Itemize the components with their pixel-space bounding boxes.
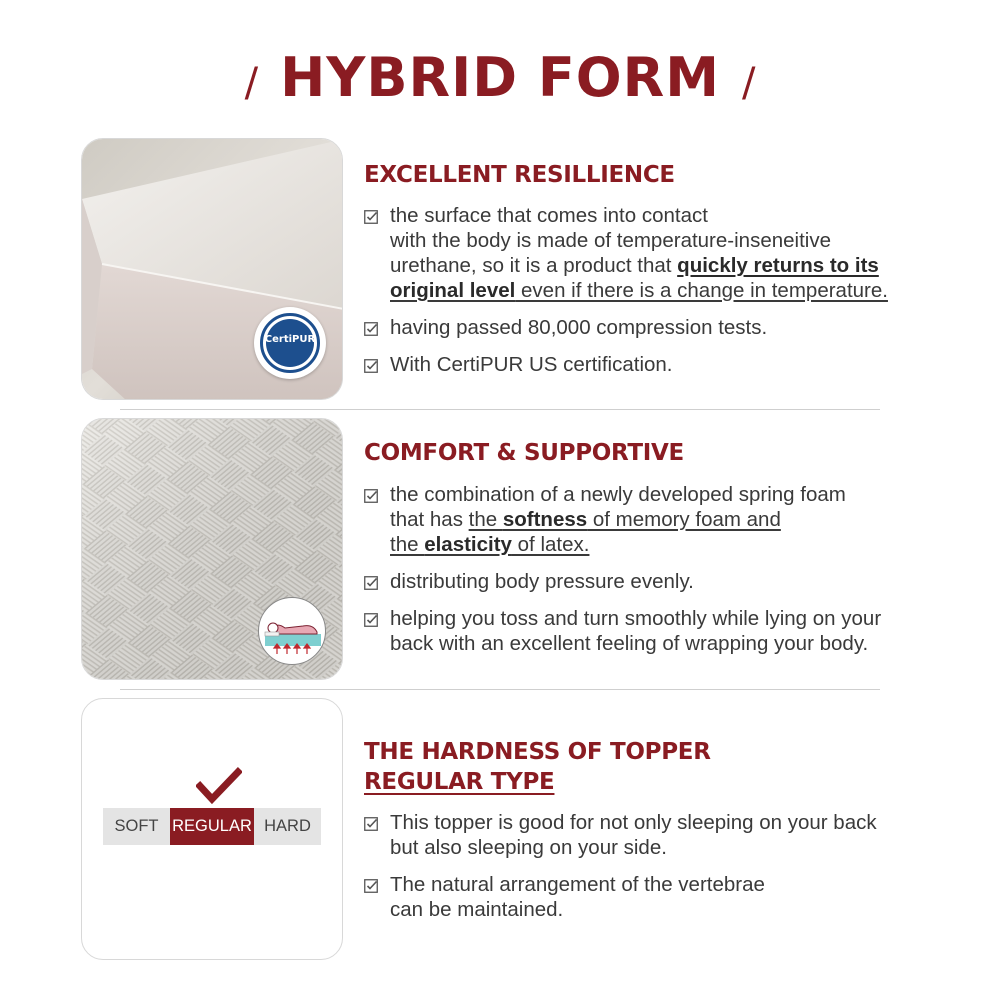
checkbox-icon [364,817,378,831]
bullet-line: the combination of a newly developed spring foam [390,483,846,506]
bullet-item [364,606,984,656]
bullet-line: With CertiPUR US certification. [390,353,673,376]
bullet-item [364,872,984,922]
checkbox-icon [364,613,378,627]
page-title: HYBRID FORM [280,46,720,109]
page-header [0,38,1000,118]
bullet-item [364,315,984,340]
checkbox-icon [364,210,378,224]
emphasis-text: elasticity [424,533,512,556]
section-title-hardness: THE HARDNESS OF TOPPER [364,739,711,765]
bullet-line: can be maintained. [390,898,564,921]
bullet-line: the elasticity of latex. [390,533,590,556]
checkbox-icon [364,489,378,503]
certipur-badge-label: CertiPUR [264,334,316,345]
hardness-scale [103,808,321,845]
bullet-item [364,810,984,860]
scale-regular-selected: REGULAR [170,808,254,845]
checkbox-icon [364,879,378,893]
scale-hard: HARD [254,808,321,845]
bullet-line: with the body is made of temperature-inseneitive [390,229,831,252]
section-divider [120,689,880,690]
checkbox-icon [364,576,378,590]
bullet-line: The natural arrangement of the vertebrae [390,873,765,896]
section-title-comfort: COMFORT & SUPPORTIVE [364,440,684,466]
section-title-resilience: EXCELLENT RESILLIENCE [364,162,675,188]
quilted-foam-photo [81,418,343,680]
bullet-item [364,569,984,594]
checkbox-icon [364,322,378,336]
bullet-item [364,203,984,303]
bullet-line: distributing body pressure evenly. [390,570,694,593]
section-divider [120,409,880,410]
scale-soft: SOFT [103,808,170,845]
section-subtitle-regular-type: REGULAR TYPE [364,769,555,795]
bullet-line: original level even if there is a change in temperature. [390,279,888,302]
bullet-item [364,352,984,377]
checkmark-icon [196,766,242,806]
bullet-line: urethane, so it is a product that quickly returns to its [390,254,879,277]
bullet-line: having passed 80,000 compression tests. [390,316,768,339]
bullet-line: This topper is good for not only sleeping on your back [390,811,877,834]
bullet-line: the surface that comes into contact [390,204,708,227]
bullet-line: helping you toss and turn smoothly while lying on your [390,607,882,630]
body-pressure-icon [258,597,326,665]
foam-corner-photo [81,138,343,400]
bullet-item [364,482,984,557]
bullet-line: back with an excellent feeling of wrapping your body. [390,632,869,655]
certipur-badge-icon [254,307,326,379]
bullet-line: that has the softness of memory foam and [390,508,781,531]
title-slash-left: / [244,60,259,106]
checkbox-icon [364,359,378,373]
emphasis-text: softness [502,508,588,531]
title-slash-right: / [741,60,756,106]
emphasis-text: quickly returns to its [677,254,879,277]
emphasis-text: original level [390,279,516,302]
bullet-line: but also sleeping on your side. [390,836,667,859]
